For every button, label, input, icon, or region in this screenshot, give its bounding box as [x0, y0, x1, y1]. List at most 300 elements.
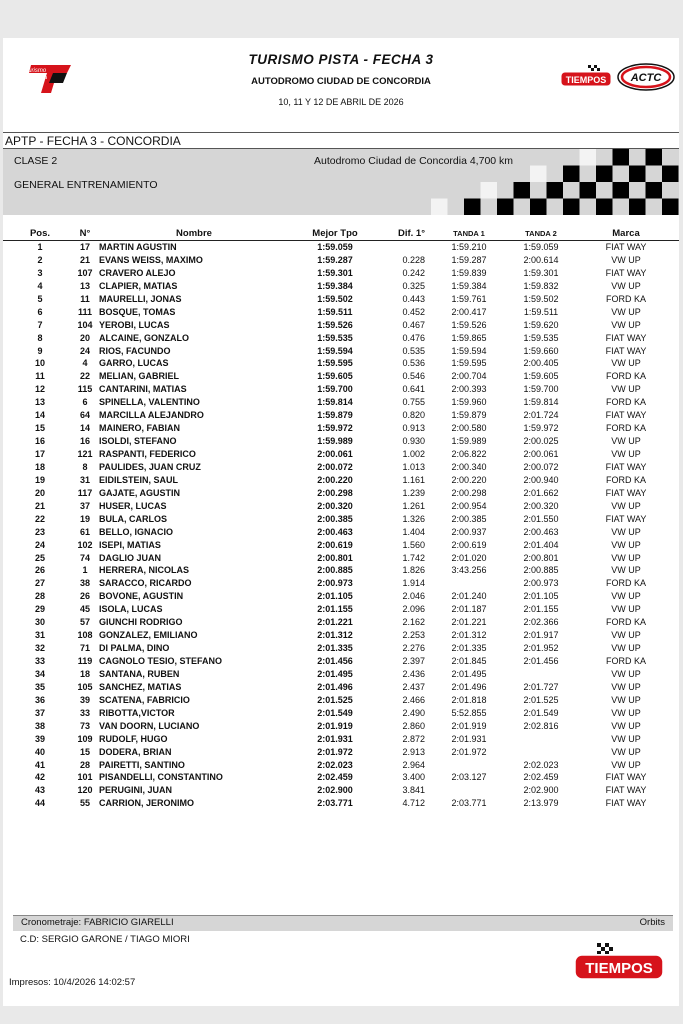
actc-logo-text: ACTC — [630, 72, 662, 84]
row-diff: 2.436 — [402, 668, 425, 679]
row-tanda-2: 2:02.816 — [523, 720, 559, 731]
col-header-best-time: Mejor Tpo — [312, 228, 358, 239]
row-diff: 0.242 — [402, 267, 425, 278]
table-row — [3, 370, 679, 383]
row-driver-name: DODERA, BRIAN — [99, 746, 172, 757]
row-driver-name: MARCILLA ALEJANDRO — [99, 410, 204, 421]
row-driver-name: ISEPI, MATIAS — [99, 539, 161, 550]
row-number: 119 — [77, 656, 93, 666]
row-driver-name: SANTANA, RUBEN — [99, 668, 180, 679]
session-label: GENERAL ENTRENAMIENTO — [14, 179, 158, 191]
row-diff: 1.826 — [402, 565, 425, 576]
table-row — [3, 306, 679, 319]
row-best-time: 1:59.700 — [317, 384, 353, 395]
table-row — [3, 409, 679, 422]
row-diff: 2.253 — [402, 630, 425, 641]
table-row — [3, 435, 679, 448]
row-diff: 1.326 — [402, 513, 425, 524]
row-pos: 30 — [34, 617, 45, 628]
event-dates: 10, 11 Y 12 DE ABRIL DE 2026 — [278, 97, 404, 107]
table-row — [3, 564, 679, 577]
table-row — [3, 448, 679, 461]
table-row — [3, 357, 679, 370]
row-driver-name: DAGLIO JUAN — [99, 552, 162, 563]
row-tanda-2: 1:59.301 — [523, 267, 559, 278]
row-brand: FIAT WAY — [605, 332, 647, 343]
row-best-time: 2:01.105 — [317, 591, 353, 602]
row-tanda-2: 2:01.952 — [523, 643, 559, 654]
row-tanda-1: 2:01.919 — [451, 720, 487, 731]
row-brand: VW UP — [611, 668, 641, 679]
table-row — [3, 694, 679, 707]
row-pos: 29 — [34, 604, 45, 615]
row-brand: VW UP — [611, 759, 641, 770]
row-driver-name: MAINERO, FABIAN — [99, 423, 180, 434]
row-tanda-1: 2:01.240 — [451, 591, 487, 602]
row-diff: 1.002 — [402, 449, 425, 459]
row-best-time: 2:01.456 — [317, 656, 353, 666]
flag-square — [662, 199, 679, 216]
row-brand: VW UP — [611, 306, 641, 317]
row-best-time: 2:00.801 — [317, 552, 353, 563]
row-number: 115 — [77, 384, 93, 395]
row-best-time: 1:59.879 — [317, 410, 353, 421]
row-tanda-1: 2:01.221 — [451, 617, 487, 628]
row-number: 102 — [77, 539, 93, 550]
row-tanda-1: 2:01.187 — [451, 604, 487, 615]
row-diff: 2.913 — [402, 746, 425, 757]
row-tanda-2: 2:00.025 — [523, 436, 559, 447]
row-diff: 2.096 — [402, 604, 425, 615]
row-brand: VW UP — [611, 552, 641, 563]
row-brand: FIAT WAY — [605, 242, 647, 252]
tiempos-footer-logo-text: TIEMPOS — [585, 960, 653, 977]
row-driver-name: CRAVERO ALEJO — [99, 267, 176, 278]
row-driver-name: BELLO, IGNACIO — [99, 526, 173, 537]
row-driver-name: SANCHEZ, MATIAS — [99, 681, 182, 692]
row-brand: VW UP — [611, 358, 641, 369]
circuit-label: Autodromo Ciudad de Concordia 4,700 km — [314, 155, 514, 167]
table-row — [3, 332, 679, 345]
row-driver-name: PISANDELLI, CONSTANTINO — [99, 772, 223, 783]
row-driver-name: PAULIDES, JUAN CRUZ — [99, 461, 201, 472]
row-tanda-1: 2:03.771 — [451, 798, 487, 809]
row-tanda-1: 1:59.879 — [451, 410, 487, 421]
row-pos: 23 — [34, 526, 45, 537]
row-diff: 4.712 — [402, 798, 425, 809]
row-driver-name: EVANS WEISS, MAXIMO — [99, 254, 203, 265]
table-row — [3, 500, 679, 513]
row-tanda-1: 1:59.384 — [451, 280, 487, 291]
flag-square — [596, 199, 613, 216]
row-diff: 2.276 — [402, 643, 425, 654]
row-diff: 0.228 — [402, 254, 425, 265]
row-diff: 1.560 — [402, 539, 425, 550]
flag-square — [547, 182, 564, 199]
row-brand: FORD KA — [605, 397, 646, 408]
row-number: 16 — [79, 436, 90, 447]
row-best-time: 2:01.312 — [317, 630, 353, 641]
row-tanda-2: 2:00.973 — [523, 578, 559, 589]
row-best-time: 2:01.496 — [317, 681, 353, 692]
row-brand: VW UP — [611, 526, 641, 537]
row-pos: 35 — [34, 681, 45, 692]
row-best-time: 2:00.619 — [317, 539, 353, 550]
row-number: 19 — [79, 513, 90, 524]
session-band — [3, 149, 679, 215]
row-best-time: 2:00.385 — [317, 513, 353, 524]
row-best-time: 1:59.384 — [317, 280, 353, 291]
row-pos: 19 — [34, 474, 45, 485]
row-diff: 0.325 — [402, 280, 425, 291]
col-header-pos: Pos. — [29, 228, 51, 239]
row-driver-name: CAGNOLO TESIO, STEFANO — [99, 656, 223, 666]
row-driver-name: PERUGINI, JUAN — [99, 785, 173, 796]
page-subtitle: AUTODROMO CIUDAD DE CONCORDIA — [251, 76, 431, 87]
row-diff: 0.476 — [402, 332, 425, 343]
row-tanda-2: 2:01.727 — [523, 681, 559, 692]
col-header-tanda-1: TANDA 1 — [453, 229, 485, 238]
row-pos: 40 — [34, 746, 45, 757]
row-tanda-2: 1:59.700 — [523, 384, 559, 395]
row-brand: VW UP — [611, 733, 641, 744]
table-row — [3, 319, 679, 332]
row-driver-name: GONZALEZ, EMILIANO — [99, 630, 198, 641]
row-best-time: 2:00.973 — [317, 578, 353, 589]
col-header-tanda-2: TANDA 2 — [525, 229, 557, 238]
row-diff: 1.742 — [402, 552, 425, 563]
row-brand: FIAT WAY — [605, 410, 647, 421]
row-brand: VW UP — [611, 707, 641, 718]
row-pos: 11 — [35, 371, 45, 382]
row-best-time: 2:01.155 — [317, 604, 353, 615]
row-brand: FORD KA — [605, 293, 646, 304]
row-tanda-2: 2:01.662 — [523, 487, 559, 498]
row-pos: 13 — [34, 397, 45, 408]
row-tanda-2: 1:59.832 — [523, 280, 559, 291]
row-brand: VW UP — [611, 254, 641, 265]
row-number: 101 — [77, 772, 93, 783]
row-number: 26 — [79, 591, 90, 602]
row-number: 4 — [82, 358, 88, 369]
row-number: 1 — [82, 565, 88, 576]
row-number: 104 — [77, 319, 93, 330]
row-diff: 2.860 — [402, 720, 425, 731]
timing-credit: Cronometraje: FABRICIO GIARELLI — [21, 917, 174, 928]
table-row — [3, 383, 679, 396]
row-tanda-1: 5:52.855 — [451, 707, 487, 718]
row-best-time: 1:59.605 — [317, 371, 353, 382]
row-best-time: 1:59.059 — [317, 242, 353, 252]
row-driver-name: MAURELLI, JONAS — [99, 293, 182, 304]
row-brand: FORD KA — [605, 371, 646, 382]
table-row — [3, 616, 679, 629]
row-driver-name: BOVONE, AGUSTIN — [99, 591, 184, 602]
row-pos: 42 — [34, 772, 45, 783]
row-diff: 3.841 — [402, 785, 425, 796]
row-best-time: 1:59.814 — [317, 397, 353, 408]
row-driver-name: SARACCO, RICARDO — [99, 578, 192, 589]
row-best-time: 1:59.502 — [317, 293, 353, 304]
row-driver-name: CLAPIER, MATIAS — [99, 280, 178, 291]
row-best-time: 1:59.535 — [317, 332, 353, 343]
row-best-time: 2:00.885 — [317, 565, 353, 576]
row-tanda-2: 2:00.614 — [523, 254, 559, 265]
table-row — [3, 759, 679, 772]
row-brand: VW UP — [611, 280, 641, 291]
row-tanda-1: 1:59.595 — [451, 358, 487, 369]
row-diff: 0.452 — [402, 306, 425, 317]
flag-square-faded — [431, 199, 448, 216]
row-diff: 2.437 — [402, 681, 425, 692]
row-tanda-2: 2:01.105 — [523, 591, 559, 602]
row-pos: 31 — [34, 630, 45, 641]
row-number: 45 — [79, 604, 90, 615]
actc-logo — [617, 63, 675, 91]
row-tanda-2: 2:00.405 — [523, 358, 559, 369]
flag-square — [646, 182, 663, 199]
row-tanda-1: 2:00.704 — [451, 371, 487, 382]
row-number: 22 — [79, 371, 90, 382]
table-row — [3, 603, 679, 616]
row-tanda-1: 2:01.818 — [451, 694, 487, 705]
row-best-time: 2:01.972 — [317, 746, 353, 757]
race-direction: C.D: SERGIO GARONE / TIAGO MIORI — [20, 934, 190, 945]
table-row — [3, 642, 679, 655]
table-row — [3, 396, 679, 409]
row-best-time: 2:00.298 — [317, 487, 353, 498]
row-pos: 15 — [34, 423, 45, 434]
flag-square — [514, 182, 531, 199]
row-diff: 2.162 — [402, 617, 425, 628]
table-row — [3, 720, 679, 733]
table-row — [3, 241, 679, 254]
flag-square — [464, 199, 481, 216]
row-diff: 2.046 — [402, 591, 425, 602]
row-number: 31 — [79, 474, 90, 485]
row-driver-name: DI PALMA, DINO — [99, 643, 170, 654]
table-row — [3, 655, 679, 668]
row-brand: FIAT WAY — [605, 772, 647, 783]
row-brand: VW UP — [611, 500, 641, 511]
row-number: 64 — [79, 410, 90, 421]
row-tanda-1: 1:59.210 — [451, 242, 487, 252]
row-tanda-1: 2:00.220 — [451, 474, 487, 485]
table-row — [3, 526, 679, 539]
row-tanda-1: 3:43.256 — [451, 565, 487, 576]
row-driver-name: RUDOLF, HUGO — [99, 733, 168, 744]
row-tanda-2: 2:01.549 — [523, 707, 559, 718]
row-pos: 22 — [34, 513, 45, 524]
row-number: 39 — [79, 694, 90, 705]
row-diff: 1.013 — [402, 461, 425, 472]
tiempos-footer-logo — [573, 941, 667, 981]
row-number: 71 — [79, 643, 90, 654]
row-best-time: 2:00.061 — [317, 449, 353, 459]
col-header-brand: Marca — [612, 228, 640, 239]
row-tanda-1: 2:03.127 — [451, 772, 487, 783]
row-brand: FORD KA — [605, 578, 646, 589]
row-diff: 0.820 — [402, 410, 425, 421]
row-driver-name: RASPANTI, FEDERICO — [99, 449, 196, 459]
row-best-time: 2:02.023 — [317, 759, 353, 770]
row-tanda-1: 2:06.822 — [451, 449, 487, 459]
row-best-time: 2:01.221 — [317, 617, 353, 628]
row-number: 74 — [79, 552, 90, 563]
row-tanda-1: 1:59.865 — [451, 332, 487, 343]
row-pos: 7 — [37, 319, 43, 330]
table-row — [3, 345, 679, 358]
col-header-name: Nombre — [176, 228, 212, 239]
row-number: 24 — [79, 345, 90, 356]
row-diff: 1.404 — [402, 526, 425, 537]
row-pos: 41 — [34, 759, 45, 770]
row-tanda-1: 1:59.989 — [451, 436, 487, 447]
row-number: 55 — [79, 798, 90, 809]
row-pos: 14 — [34, 410, 45, 421]
row-tanda-2: 2:01.456 — [523, 656, 559, 666]
row-driver-name: RIBOTTA,VICTOR — [99, 707, 175, 718]
table-row — [3, 746, 679, 759]
row-pos: 4 — [37, 280, 43, 291]
flag-square-faded — [580, 149, 597, 166]
row-best-time: 1:59.287 — [317, 254, 353, 265]
row-brand: VW UP — [611, 643, 641, 654]
row-driver-name: BULA, CARLOS — [99, 513, 167, 524]
print-timestamp: Impresos: 10/4/2026 14:02:57 — [9, 977, 136, 988]
row-brand: FORD KA — [605, 423, 646, 434]
row-tanda-2: 2:02.023 — [523, 759, 559, 770]
row-tanda-1: 2:00.937 — [451, 526, 487, 537]
row-brand: FIAT WAY — [605, 487, 647, 498]
row-brand: FIAT WAY — [605, 785, 647, 796]
row-tanda-1: 2:00.619 — [451, 539, 487, 550]
row-tanda-1: 2:00.580 — [451, 423, 487, 434]
row-pos: 2 — [37, 254, 43, 265]
row-tanda-2: 1:59.511 — [523, 306, 559, 317]
row-number: 11 — [80, 293, 90, 304]
row-driver-name: MELIAN, GABRIEL — [99, 371, 179, 382]
row-tanda-1: 1:59.960 — [451, 397, 487, 408]
row-diff: 2.872 — [402, 733, 425, 744]
table-row — [3, 577, 679, 590]
row-pos: 25 — [34, 552, 45, 563]
row-pos: 17 — [34, 449, 45, 459]
row-tanda-1: 1:59.594 — [451, 345, 487, 356]
row-diff: 0.467 — [402, 319, 425, 330]
row-brand: FORD KA — [605, 474, 646, 485]
row-diff: 0.913 — [402, 423, 425, 434]
row-diff: 0.546 — [402, 371, 425, 382]
flag-square — [629, 199, 646, 216]
row-pos: 16 — [34, 436, 45, 447]
row-pos: 44 — [34, 798, 45, 809]
row-tanda-2: 1:59.605 — [523, 371, 559, 382]
tiempos-logo — [560, 64, 612, 88]
row-brand: FIAT WAY — [605, 267, 647, 278]
row-driver-name: MARTIN AGUSTIN — [99, 242, 177, 252]
row-diff: 0.443 — [402, 293, 425, 304]
row-brand: VW UP — [611, 436, 641, 447]
row-tanda-2: 2:01.404 — [523, 539, 559, 550]
row-driver-name: GAJATE, AGUSTIN — [99, 487, 181, 498]
row-best-time: 2:02.900 — [317, 785, 353, 796]
flag-square — [613, 182, 630, 199]
row-brand: FORD KA — [605, 617, 646, 628]
flag-square — [613, 149, 630, 166]
table-row — [3, 293, 679, 306]
row-number: 111 — [77, 306, 93, 317]
row-number: 109 — [77, 733, 93, 744]
page-title: TURISMO PISTA - FECHA 3 — [248, 52, 434, 67]
row-number: 15 — [79, 746, 90, 757]
row-brand: VW UP — [611, 630, 641, 641]
row-pos: 26 — [34, 565, 45, 576]
table-row — [3, 733, 679, 746]
row-tanda-2: 1:59.814 — [523, 397, 559, 408]
flag-square-faded — [530, 166, 547, 183]
row-number: 61 — [79, 526, 90, 537]
row-pos: 39 — [34, 733, 45, 744]
row-number: 6 — [82, 397, 88, 408]
footer-bar — [13, 915, 673, 931]
row-tanda-2: 1:59.620 — [523, 319, 559, 330]
row-tanda-1: 2:01.020 — [451, 552, 487, 563]
row-best-time: 1:59.595 — [317, 358, 353, 369]
row-number: 21 — [79, 254, 90, 265]
row-diff: 0.755 — [402, 397, 425, 408]
row-tanda-2: 2:01.525 — [523, 694, 559, 705]
row-best-time: 2:00.220 — [317, 474, 353, 485]
row-best-time: 1:59.511 — [317, 306, 353, 317]
row-diff: 1.914 — [402, 578, 425, 589]
row-driver-name: ISOLA, LUCAS — [99, 604, 163, 615]
row-number: 107 — [77, 267, 93, 278]
row-driver-name: PAIRETTI, SANTINO — [99, 759, 185, 770]
row-tanda-2: 1:59.660 — [523, 345, 559, 356]
row-driver-name: CANTARINI, MATIAS — [99, 384, 187, 395]
table-row — [3, 280, 679, 293]
row-number: 17 — [79, 242, 90, 252]
row-pos: 43 — [34, 785, 45, 796]
row-tanda-2: 2:02.366 — [523, 617, 559, 628]
row-tanda-2: 2:00.320 — [523, 500, 559, 511]
row-brand: VW UP — [611, 720, 641, 731]
row-number: 108 — [77, 630, 93, 641]
flag-square — [646, 149, 663, 166]
row-tanda-1: 2:01.312 — [451, 630, 487, 641]
results-table-body — [3, 241, 679, 810]
row-tanda-2: 2:00.885 — [523, 565, 559, 576]
row-pos: 34 — [34, 668, 45, 679]
row-tanda-1: 2:00.385 — [451, 513, 487, 524]
table-row — [3, 461, 679, 474]
row-tanda-2: 2:00.801 — [523, 552, 559, 563]
flag-square — [580, 182, 597, 199]
row-tanda-1: 2:01.335 — [451, 643, 487, 654]
row-driver-name: EIDILSTEIN, SAUL — [99, 474, 179, 485]
table-row — [3, 707, 679, 720]
row-number: 20 — [79, 332, 90, 343]
row-best-time: 2:01.525 — [317, 694, 353, 705]
row-diff: 0.930 — [402, 436, 425, 447]
table-row — [3, 771, 679, 784]
row-tanda-2: 2:01.550 — [523, 513, 559, 524]
row-brand: VW UP — [611, 681, 641, 692]
row-best-time: 2:01.931 — [317, 733, 353, 744]
row-brand: FIAT WAY — [605, 345, 647, 356]
row-number: 13 — [79, 280, 90, 291]
